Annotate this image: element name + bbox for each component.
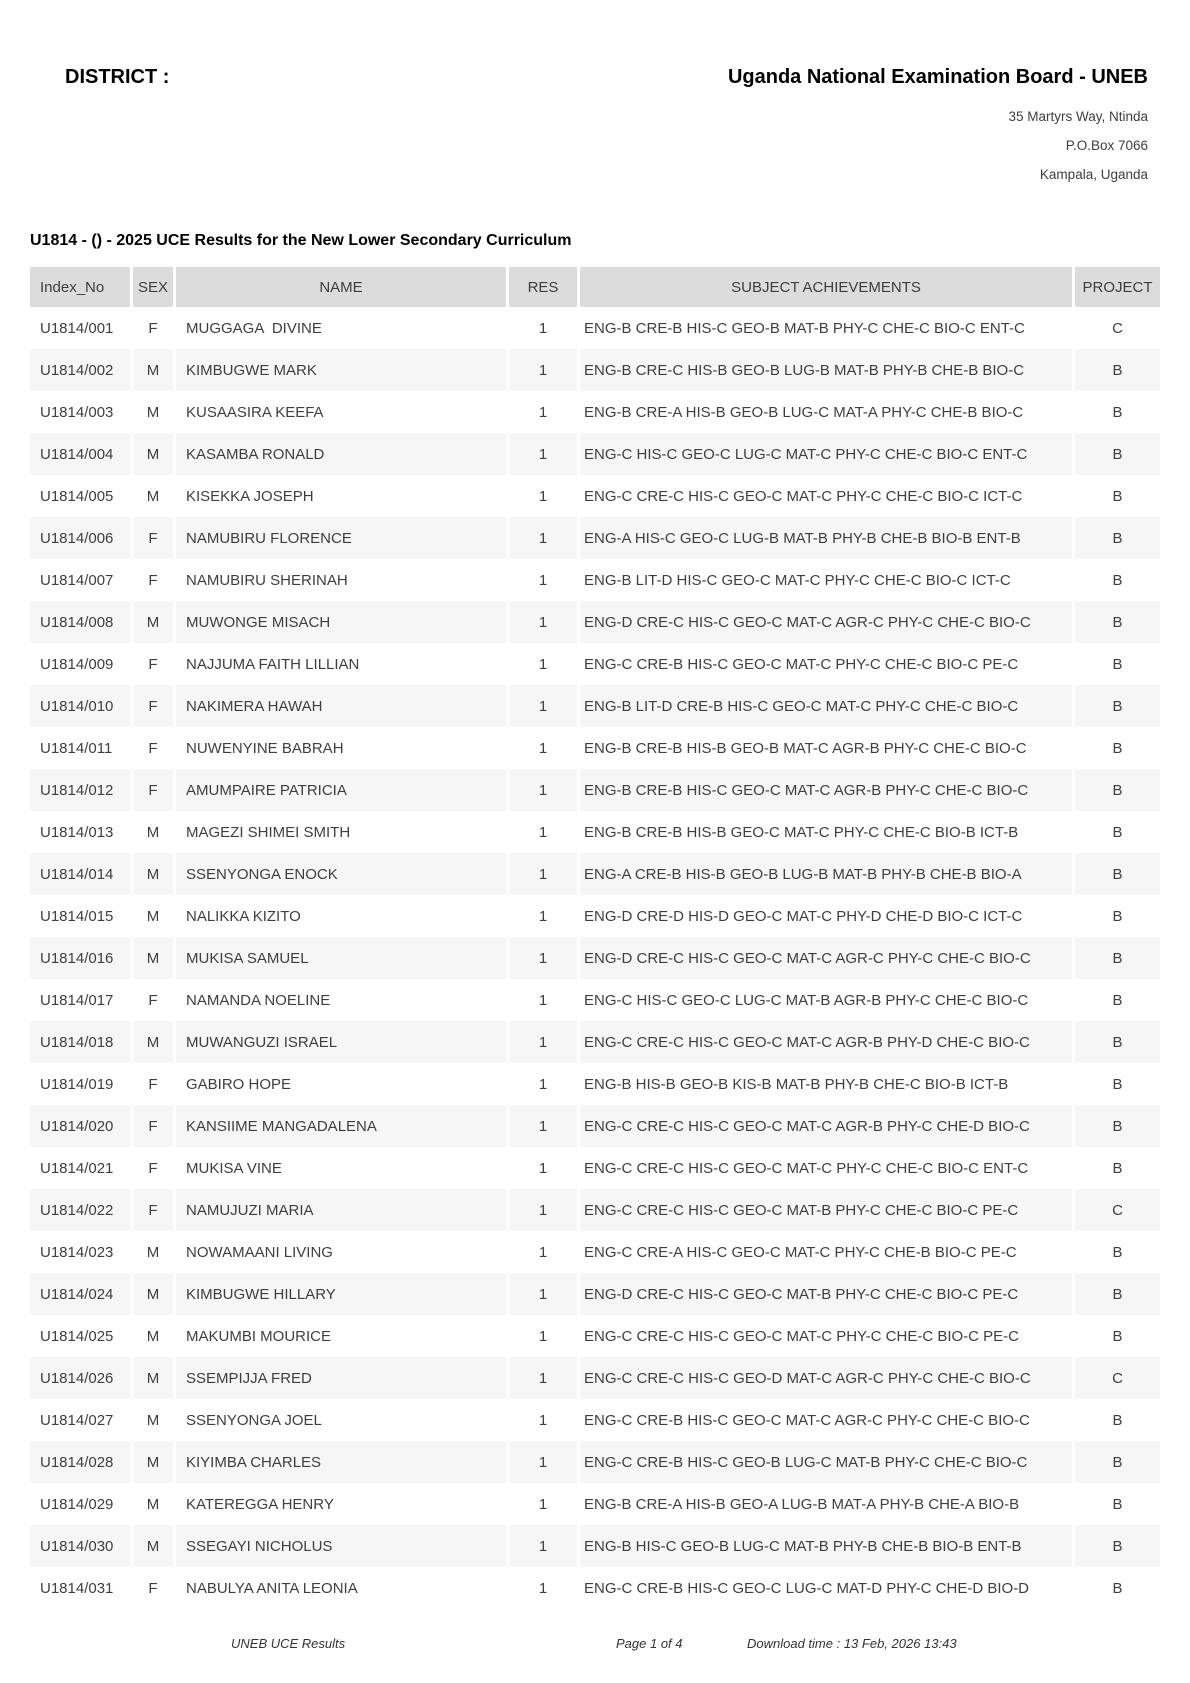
index-no-cell: U1814/031 bbox=[40, 1579, 114, 1597]
name-cell: KATEREGGA HENRY bbox=[186, 1495, 334, 1513]
table-row bbox=[30, 853, 1160, 895]
subjects-cell: ENG-C CRE-C HIS-C GEO-C MAT-B PHY-C CHE-C BIO-C PE-C bbox=[580, 1189, 1072, 1231]
project-cell: B bbox=[1075, 685, 1160, 727]
res-cell: 1 bbox=[538, 1159, 548, 1177]
sex-cell: M bbox=[133, 1273, 173, 1315]
name-cell: NAKIMERA HAWAH bbox=[176, 685, 506, 727]
subjects-cell: ENG-C HIS-C GEO-C LUG-C MAT-C PHY-C CHE-C BIO-C ENT-C bbox=[580, 433, 1072, 475]
res-cell: 1 bbox=[509, 517, 577, 559]
table-row bbox=[30, 517, 1160, 559]
index-no-cell: U1814/014 bbox=[30, 853, 130, 895]
index-no-cell: U1814/020 bbox=[30, 1105, 130, 1147]
sex-cell: F bbox=[148, 739, 158, 757]
results-table bbox=[27, 267, 1163, 1609]
table-row bbox=[30, 1147, 1160, 1189]
sex-cell: M bbox=[133, 433, 173, 475]
org-title: Uganda National Examination Board - UNEB bbox=[727, 66, 1148, 88]
subjects-cell: ENG-C HIS-C GEO-C LUG-C MAT-B AGR-B PHY-C CHE-C BIO-C bbox=[584, 991, 1029, 1009]
table-row bbox=[30, 1063, 1160, 1105]
index-no-cell: U1814/021 bbox=[40, 1159, 114, 1177]
subjects-cell: ENG-B HIS-B GEO-B KIS-B MAT-B PHY-B CHE-C BIO-B ICT-B bbox=[584, 1075, 1009, 1093]
name-cell: AMUMPAIRE PATRICIA bbox=[176, 769, 506, 811]
name-cell: MUKISA VINE bbox=[186, 1159, 282, 1177]
sex-cell: F bbox=[148, 1159, 158, 1177]
project-cell: B bbox=[1075, 769, 1160, 811]
res-cell: 1 bbox=[538, 823, 548, 841]
sex-cell: M bbox=[133, 601, 173, 643]
footer-download-time: Download time : 13 Feb, 2026 13:43 bbox=[747, 1636, 957, 1651]
sex-cell: M bbox=[146, 1243, 160, 1261]
project-cell: B bbox=[1075, 349, 1160, 391]
footer-page-number: Page 1 of 4 bbox=[616, 1636, 683, 1651]
address-line-city: Kampala, Uganda bbox=[1039, 167, 1148, 182]
index-no-cell: U1814/025 bbox=[40, 1327, 114, 1345]
index-no-cell: U1814/026 bbox=[30, 1357, 130, 1399]
res-cell: 1 bbox=[509, 853, 577, 895]
project-cell: B bbox=[1112, 487, 1123, 505]
res-cell: 1 bbox=[509, 1525, 577, 1567]
name-cell: KIMBUGWE MARK bbox=[176, 349, 506, 391]
name-cell: SSENYONGA JOEL bbox=[186, 1411, 322, 1429]
index-no-cell: U1814/003 bbox=[40, 403, 114, 421]
subjects-cell: ENG-D CRE-D HIS-D GEO-C MAT-C PHY-D CHE-D BIO-C ICT-C bbox=[584, 907, 1023, 925]
sex-cell: M bbox=[133, 1021, 173, 1063]
table-row bbox=[30, 1483, 1160, 1525]
index-no-cell: U1814/009 bbox=[40, 655, 114, 673]
res-cell: 1 bbox=[538, 907, 548, 925]
subjects-cell: ENG-C CRE-C HIS-C GEO-C MAT-C PHY-C CHE-C BIO-C PE-C bbox=[584, 1327, 1020, 1345]
name-cell: KIYIMBA CHARLES bbox=[176, 1441, 506, 1483]
table-row bbox=[30, 727, 1160, 769]
res-cell: 1 bbox=[509, 349, 577, 391]
res-cell: 1 bbox=[538, 1411, 548, 1429]
index-no-cell: U1814/016 bbox=[30, 937, 130, 979]
name-cell: NAMUJUZI MARIA bbox=[176, 1189, 506, 1231]
table-row bbox=[30, 391, 1160, 433]
table-row bbox=[30, 937, 1160, 979]
letterhead bbox=[728, 66, 1148, 189]
sex-cell: M bbox=[133, 853, 173, 895]
index-no-cell: U1814/030 bbox=[30, 1525, 130, 1567]
project-cell: B bbox=[1075, 601, 1160, 643]
project-cell: B bbox=[1075, 1021, 1160, 1063]
subjects-cell: ENG-C CRE-B HIS-C GEO-C MAT-C AGR-C PHY-C CHE-C BIO-C bbox=[584, 1411, 1030, 1429]
sex-cell: F bbox=[148, 655, 158, 673]
table-row bbox=[30, 811, 1160, 853]
res-cell: 1 bbox=[538, 1579, 548, 1597]
index-no-cell: U1814/017 bbox=[40, 991, 114, 1009]
res-cell: 1 bbox=[538, 991, 548, 1009]
sex-cell: F bbox=[133, 1189, 173, 1231]
sex-cell: F bbox=[133, 517, 173, 559]
name-cell: NOWAMAANI LIVING bbox=[186, 1243, 333, 1261]
sex-cell: F bbox=[133, 769, 173, 811]
subjects-cell: ENG-C CRE-B HIS-C GEO-C MAT-C PHY-C CHE-C BIO-C PE-C bbox=[584, 655, 1019, 673]
name-cell: NAMUBIRU FLORENCE bbox=[176, 517, 506, 559]
address-line-pobox: P.O.Box 7066 bbox=[1065, 138, 1148, 153]
index-no-cell: U1814/010 bbox=[30, 685, 130, 727]
project-cell: B bbox=[1075, 517, 1160, 559]
sex-cell: M bbox=[133, 349, 173, 391]
sex-cell: M bbox=[133, 1441, 173, 1483]
res-cell: 1 bbox=[538, 739, 548, 757]
column-header-project: PROJECT bbox=[1075, 267, 1160, 307]
project-cell: B bbox=[1112, 1579, 1123, 1597]
subjects-cell: ENG-A HIS-C GEO-C LUG-B MAT-B PHY-B CHE-B BIO-B ENT-B bbox=[580, 517, 1072, 559]
subjects-cell: ENG-C CRE-C HIS-C GEO-D MAT-C AGR-C PHY-C CHE-C BIO-C bbox=[580, 1357, 1072, 1399]
name-cell: SSEGAYI NICHOLUS bbox=[176, 1525, 506, 1567]
subjects-cell: ENG-A CRE-B HIS-B GEO-B LUG-B MAT-B PHY-B CHE-B BIO-A bbox=[580, 853, 1072, 895]
table-row bbox=[30, 1315, 1160, 1357]
sex-cell: M bbox=[146, 403, 160, 421]
sex-cell: F bbox=[133, 1105, 173, 1147]
index-no-cell: U1814/001 bbox=[40, 319, 114, 337]
table-row bbox=[30, 601, 1160, 643]
index-no-cell: U1814/011 bbox=[40, 739, 113, 757]
project-cell: B bbox=[1112, 1159, 1123, 1177]
index-no-cell: U1814/002 bbox=[30, 349, 130, 391]
project-cell: B bbox=[1112, 823, 1123, 841]
subjects-cell: ENG-C CRE-C HIS-C GEO-C MAT-C PHY-C CHE-C BIO-C ENT-C bbox=[584, 1159, 1029, 1177]
district-label: DISTRICT : bbox=[65, 66, 170, 88]
name-cell: MUWONGE MISACH bbox=[176, 601, 506, 643]
name-cell: SSEMPIJJA FRED bbox=[176, 1357, 506, 1399]
results-table-body bbox=[30, 307, 1160, 1609]
index-no-cell: U1814/019 bbox=[40, 1075, 114, 1093]
table-row bbox=[30, 307, 1160, 349]
sex-cell: M bbox=[146, 1327, 160, 1345]
index-no-cell: U1814/012 bbox=[30, 769, 130, 811]
res-cell: 1 bbox=[538, 655, 548, 673]
table-row bbox=[30, 1189, 1160, 1231]
index-no-cell: U1814/018 bbox=[30, 1021, 130, 1063]
project-cell: B bbox=[1112, 1327, 1123, 1345]
project-cell: B bbox=[1112, 991, 1123, 1009]
index-no-cell: U1814/028 bbox=[30, 1441, 130, 1483]
table-row bbox=[30, 1441, 1160, 1483]
table-row bbox=[30, 769, 1160, 811]
res-cell: 1 bbox=[538, 1495, 548, 1513]
table-row bbox=[30, 1357, 1160, 1399]
table-row bbox=[30, 1399, 1160, 1441]
index-no-cell: U1814/004 bbox=[30, 433, 130, 475]
subjects-cell: ENG-B CRE-B HIS-C GEO-B MAT-B PHY-C CHE-C BIO-C ENT-C bbox=[584, 319, 1025, 337]
column-header-name: NAME bbox=[176, 267, 506, 307]
name-cell: GABIRO HOPE bbox=[186, 1075, 292, 1093]
sex-cell: M bbox=[146, 823, 160, 841]
table-row bbox=[30, 559, 1160, 601]
index-no-cell: U1814/029 bbox=[40, 1495, 114, 1513]
sex-cell: F bbox=[148, 1075, 158, 1093]
sex-cell: M bbox=[146, 487, 160, 505]
name-cell: MAGEZI SHIMEI SMITH bbox=[186, 823, 351, 841]
res-cell: 1 bbox=[509, 769, 577, 811]
res-cell: 1 bbox=[509, 1441, 577, 1483]
sex-cell: M bbox=[146, 907, 160, 925]
table-row bbox=[30, 1021, 1160, 1063]
subjects-cell: ENG-B CRE-A HIS-B GEO-A LUG-B MAT-A PHY-B CHE-A BIO-B bbox=[584, 1495, 1020, 1513]
res-cell: 1 bbox=[509, 1273, 577, 1315]
subjects-cell: ENG-D CRE-C HIS-C GEO-C MAT-B PHY-C CHE-C BIO-C PE-C bbox=[580, 1273, 1072, 1315]
name-cell: MUWANGUZI ISRAEL bbox=[176, 1021, 506, 1063]
res-cell: 1 bbox=[538, 403, 548, 421]
name-cell: NAMUBIRU SHERINAH bbox=[186, 571, 348, 589]
subjects-cell: ENG-C CRE-C HIS-C GEO-C MAT-C AGR-B PHY-C CHE-D BIO-C bbox=[580, 1105, 1072, 1147]
subjects-cell: ENG-B CRE-B HIS-C GEO-C MAT-C AGR-B PHY-C CHE-C BIO-C bbox=[580, 769, 1072, 811]
name-cell: MUGGAGA DIVINE bbox=[186, 319, 322, 337]
res-cell: 1 bbox=[509, 601, 577, 643]
name-cell: NUWENYINE BABRAH bbox=[186, 739, 344, 757]
table-row bbox=[30, 979, 1160, 1021]
index-no-cell: U1814/024 bbox=[30, 1273, 130, 1315]
column-header-index-no: Index_No bbox=[30, 267, 130, 307]
project-cell: C bbox=[1112, 319, 1123, 337]
column-header-res: RES bbox=[509, 267, 577, 307]
footer-report-name: UNEB UCE Results bbox=[231, 1636, 346, 1651]
index-no-cell: U1814/023 bbox=[40, 1243, 114, 1261]
subjects-cell: ENG-B LIT-D HIS-C GEO-C MAT-C PHY-C CHE-C BIO-C ICT-C bbox=[584, 571, 1011, 589]
project-cell: B bbox=[1112, 1243, 1123, 1261]
subjects-cell: ENG-C CRE-B HIS-C GEO-B LUG-C MAT-B PHY-C CHE-C BIO-C bbox=[580, 1441, 1072, 1483]
subjects-cell: ENG-B LIT-D CRE-B HIS-C GEO-C MAT-C PHY-C CHE-C BIO-C bbox=[580, 685, 1072, 727]
name-cell: KIMBUGWE HILLARY bbox=[176, 1273, 506, 1315]
column-header-subject-achievements: SUBJECT ACHIEVEMENTS bbox=[580, 267, 1072, 307]
table-row bbox=[30, 349, 1160, 391]
sex-cell: M bbox=[133, 937, 173, 979]
subjects-cell: ENG-B HIS-C GEO-B LUG-C MAT-B PHY-B CHE-B BIO-B ENT-B bbox=[580, 1525, 1072, 1567]
subjects-cell: ENG-B CRE-B HIS-B GEO-C MAT-C PHY-C CHE-C BIO-B ICT-B bbox=[584, 823, 1019, 841]
res-cell: 1 bbox=[509, 1105, 577, 1147]
subjects-cell: ENG-B CRE-C HIS-B GEO-B LUG-B MAT-B PHY-B CHE-B BIO-C bbox=[580, 349, 1072, 391]
name-cell: NABULYA ANITA LEONIA bbox=[186, 1579, 358, 1597]
project-cell: B bbox=[1112, 1495, 1123, 1513]
sex-cell: F bbox=[148, 319, 158, 337]
project-cell: C bbox=[1075, 1357, 1160, 1399]
subjects-cell: ENG-C CRE-A HIS-C GEO-C MAT-C PHY-C CHE-B BIO-C PE-C bbox=[584, 1243, 1017, 1261]
project-cell: C bbox=[1075, 1189, 1160, 1231]
subjects-cell: ENG-C CRE-C HIS-C GEO-C MAT-C AGR-B PHY-D CHE-C BIO-C bbox=[580, 1021, 1072, 1063]
project-cell: B bbox=[1075, 1525, 1160, 1567]
project-cell: B bbox=[1075, 1441, 1160, 1483]
report-title: U1814 - () - 2025 UCE Results for the New Lower Secondary Curriculum bbox=[30, 232, 572, 249]
table-row bbox=[30, 1105, 1160, 1147]
index-no-cell: U1814/006 bbox=[30, 517, 130, 559]
sex-cell: M bbox=[146, 1411, 160, 1429]
address-line-street: 35 Martyrs Way, Ntinda bbox=[1008, 109, 1148, 124]
index-no-cell: U1814/013 bbox=[40, 823, 114, 841]
project-cell: B bbox=[1112, 739, 1123, 757]
name-cell: KISEKKA JOSEPH bbox=[186, 487, 314, 505]
project-cell: B bbox=[1075, 1105, 1160, 1147]
table-header-row bbox=[30, 267, 1160, 307]
table-row bbox=[30, 433, 1160, 475]
name-cell: MAKUMBI MOURICE bbox=[186, 1327, 332, 1345]
name-cell: NAMANDA NOELINE bbox=[186, 991, 331, 1009]
res-cell: 1 bbox=[538, 571, 548, 589]
sex-cell: F bbox=[133, 685, 173, 727]
res-cell: 1 bbox=[509, 1189, 577, 1231]
subjects-cell: ENG-C CRE-C HIS-C GEO-C MAT-C PHY-C CHE-C BIO-C ICT-C bbox=[584, 487, 1023, 505]
table-row bbox=[30, 685, 1160, 727]
name-cell: MUKISA SAMUEL bbox=[176, 937, 506, 979]
res-cell: 1 bbox=[538, 1243, 548, 1261]
table-row bbox=[30, 895, 1160, 937]
res-cell: 1 bbox=[509, 1021, 577, 1063]
project-cell: B bbox=[1075, 853, 1160, 895]
name-cell: NALIKKA KIZITO bbox=[186, 907, 301, 925]
sex-cell: M bbox=[133, 1525, 173, 1567]
project-cell: B bbox=[1075, 937, 1160, 979]
sex-cell: F bbox=[148, 571, 158, 589]
res-cell: 1 bbox=[538, 1075, 548, 1093]
name-cell: SSENYONGA ENOCK bbox=[176, 853, 506, 895]
table-row bbox=[30, 1567, 1160, 1609]
project-cell: B bbox=[1112, 655, 1123, 673]
subjects-cell: ENG-C CRE-B HIS-C GEO-C LUG-C MAT-D PHY-C CHE-D BIO-D bbox=[584, 1579, 1030, 1597]
index-no-cell: U1814/005 bbox=[40, 487, 114, 505]
project-cell: B bbox=[1112, 907, 1123, 925]
name-cell: KANSIIME MANGADALENA bbox=[176, 1105, 506, 1147]
subjects-cell: ENG-B CRE-B HIS-B GEO-B MAT-C AGR-B PHY-C CHE-C BIO-C bbox=[584, 739, 1027, 757]
project-cell: B bbox=[1075, 1273, 1160, 1315]
res-cell: 1 bbox=[509, 1357, 577, 1399]
sex-cell: M bbox=[146, 1495, 160, 1513]
index-no-cell: U1814/027 bbox=[40, 1411, 114, 1429]
res-cell: 1 bbox=[538, 1327, 548, 1345]
name-cell: NAJJUMA FAITH LILLIAN bbox=[186, 655, 360, 673]
subjects-cell: ENG-B CRE-A HIS-B GEO-B LUG-C MAT-A PHY-C CHE-B BIO-C bbox=[584, 403, 1024, 421]
project-cell: B bbox=[1112, 403, 1123, 421]
res-cell: 1 bbox=[538, 487, 548, 505]
res-cell: 1 bbox=[538, 319, 548, 337]
index-no-cell: U1814/007 bbox=[40, 571, 114, 589]
table-row bbox=[30, 475, 1160, 517]
sex-cell: M bbox=[133, 1357, 173, 1399]
project-cell: B bbox=[1112, 571, 1123, 589]
name-cell: KUSAASIRA KEEFA bbox=[186, 403, 324, 421]
project-cell: B bbox=[1112, 1075, 1123, 1093]
project-cell: B bbox=[1075, 433, 1160, 475]
table-row bbox=[30, 1273, 1160, 1315]
subjects-cell: ENG-D CRE-C HIS-C GEO-C MAT-C AGR-C PHY-C CHE-C BIO-C bbox=[580, 601, 1072, 643]
index-no-cell: U1814/008 bbox=[30, 601, 130, 643]
column-header-sex: SEX bbox=[133, 267, 173, 307]
subjects-cell: ENG-D CRE-C HIS-C GEO-C MAT-C AGR-C PHY-C CHE-C BIO-C bbox=[580, 937, 1072, 979]
project-cell: B bbox=[1112, 1411, 1123, 1429]
sex-cell: F bbox=[148, 1579, 158, 1597]
res-cell: 1 bbox=[509, 685, 577, 727]
index-no-cell: U1814/022 bbox=[30, 1189, 130, 1231]
table-row bbox=[30, 643, 1160, 685]
table-row bbox=[30, 1231, 1160, 1273]
sex-cell: F bbox=[148, 991, 158, 1009]
res-cell: 1 bbox=[509, 433, 577, 475]
res-cell: 1 bbox=[509, 937, 577, 979]
table-row bbox=[30, 1525, 1160, 1567]
index-no-cell: U1814/015 bbox=[40, 907, 114, 925]
name-cell: KASAMBA RONALD bbox=[176, 433, 506, 475]
